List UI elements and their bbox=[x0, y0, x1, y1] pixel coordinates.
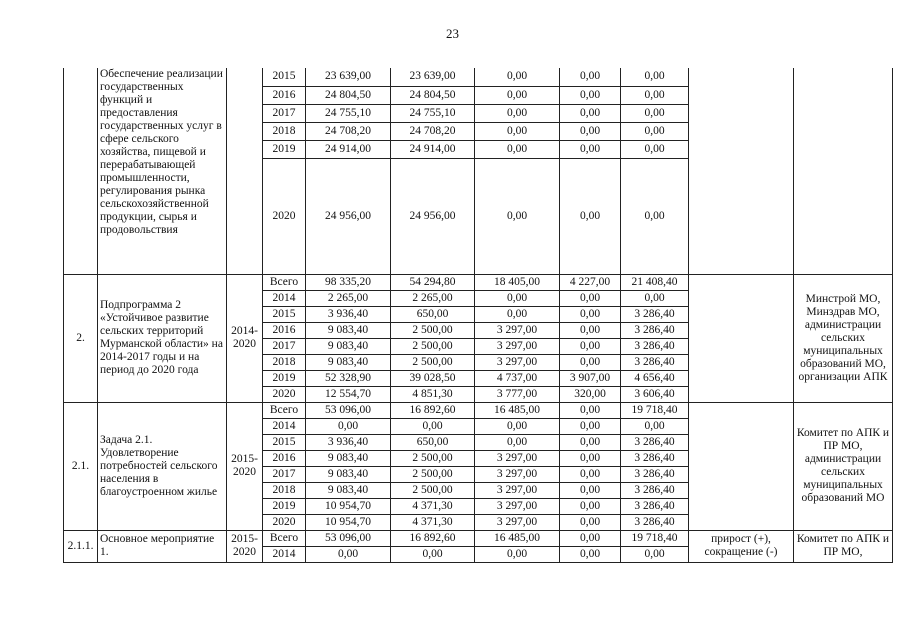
cell-c3: 0,00 bbox=[560, 498, 621, 514]
cell-c4: 3 286,40 bbox=[621, 306, 689, 322]
cell-c2: 0,00 bbox=[475, 140, 560, 158]
row-number bbox=[64, 68, 98, 274]
cell-c2: 0,00 bbox=[475, 306, 560, 322]
cell-c2: 3 297,00 bbox=[475, 450, 560, 466]
cell-c1: 23 639,00 bbox=[391, 68, 475, 86]
cell-c1: 0,00 bbox=[391, 418, 475, 434]
cell-c4: 19 718,40 bbox=[621, 402, 689, 418]
cell-c2: 3 297,00 bbox=[475, 514, 560, 530]
cell-c4: 3 286,40 bbox=[621, 498, 689, 514]
cell-c3: 0,00 bbox=[560, 104, 621, 122]
cell-year: Всего bbox=[263, 530, 306, 546]
cell-year: 2014 bbox=[263, 546, 306, 562]
cell-year: 2019 bbox=[263, 498, 306, 514]
row-description: Основное мероприятие 1. bbox=[98, 530, 227, 562]
cell-c1: 24 708,20 bbox=[391, 122, 475, 140]
cell-year: 2019 bbox=[263, 370, 306, 386]
cell-year: 2020 bbox=[263, 514, 306, 530]
cell-c1: 16 892,60 bbox=[391, 530, 475, 546]
cell-c4: 3 286,40 bbox=[621, 514, 689, 530]
table-row bbox=[64, 530, 893, 546]
cell-year: Всего bbox=[263, 274, 306, 290]
row-executor bbox=[794, 68, 893, 274]
row-executor: Комитет по АПК и ПР МО, администрации сельских муниципальных образований МО bbox=[794, 402, 893, 530]
cell-c4: 0,00 bbox=[621, 68, 689, 86]
cell-c4: 0,00 bbox=[621, 104, 689, 122]
cell-year: 2020 bbox=[263, 158, 306, 274]
cell-c1: 2 500,00 bbox=[391, 322, 475, 338]
cell-c2: 0,00 bbox=[475, 104, 560, 122]
cell-year: Всего bbox=[263, 402, 306, 418]
cell-c2: 0,00 bbox=[475, 122, 560, 140]
cell-total: 0,00 bbox=[306, 546, 391, 562]
cell-c3: 0,00 bbox=[560, 434, 621, 450]
cell-c4: 0,00 bbox=[621, 546, 689, 562]
cell-total: 24 708,20 bbox=[306, 122, 391, 140]
cell-c3: 0,00 bbox=[560, 338, 621, 354]
cell-c1: 650,00 bbox=[391, 306, 475, 322]
budget-table bbox=[63, 68, 893, 563]
cell-c2: 3 297,00 bbox=[475, 498, 560, 514]
cell-c4: 3 286,40 bbox=[621, 338, 689, 354]
cell-total: 9 083,40 bbox=[306, 338, 391, 354]
cell-c3: 0,00 bbox=[560, 86, 621, 104]
cell-total: 10 954,70 bbox=[306, 498, 391, 514]
cell-total: 23 639,00 bbox=[306, 68, 391, 86]
cell-year: 2018 bbox=[263, 122, 306, 140]
cell-total: 9 083,40 bbox=[306, 450, 391, 466]
cell-c2: 0,00 bbox=[475, 290, 560, 306]
cell-c1: 2 500,00 bbox=[391, 450, 475, 466]
cell-c3: 0,00 bbox=[560, 158, 621, 274]
cell-c1: 4 851,30 bbox=[391, 386, 475, 402]
cell-c1: 39 028,50 bbox=[391, 370, 475, 386]
row-number: 2.1. bbox=[64, 402, 98, 530]
cell-c4: 4 656,40 bbox=[621, 370, 689, 386]
cell-c1: 0,00 bbox=[391, 546, 475, 562]
cell-total: 98 335,20 bbox=[306, 274, 391, 290]
cell-c4: 3 606,40 bbox=[621, 386, 689, 402]
cell-year: 2019 bbox=[263, 140, 306, 158]
row-indicator: прирост (+), сокращение (-) bbox=[689, 530, 794, 562]
cell-c2: 16 485,00 bbox=[475, 530, 560, 546]
cell-c2: 0,00 bbox=[475, 158, 560, 274]
cell-c4: 0,00 bbox=[621, 418, 689, 434]
cell-c1: 24 914,00 bbox=[391, 140, 475, 158]
row-period: 2014- 2020 bbox=[227, 274, 263, 402]
cell-year: 2014 bbox=[263, 290, 306, 306]
cell-c4: 0,00 bbox=[621, 86, 689, 104]
cell-c1: 16 892,60 bbox=[391, 402, 475, 418]
table-row bbox=[64, 402, 893, 418]
cell-year: 2016 bbox=[263, 86, 306, 104]
cell-year: 2016 bbox=[263, 322, 306, 338]
cell-c1: 650,00 bbox=[391, 434, 475, 450]
cell-c2: 3 297,00 bbox=[475, 466, 560, 482]
cell-total: 24 755,10 bbox=[306, 104, 391, 122]
cell-year: 2020 bbox=[263, 386, 306, 402]
cell-c1: 4 371,30 bbox=[391, 514, 475, 530]
cell-c3: 0,00 bbox=[560, 450, 621, 466]
cell-c1: 2 500,00 bbox=[391, 466, 475, 482]
cell-year: 2015 bbox=[263, 434, 306, 450]
cell-c1: 54 294,80 bbox=[391, 274, 475, 290]
row-period bbox=[227, 68, 263, 274]
cell-c4: 0,00 bbox=[621, 122, 689, 140]
cell-total: 3 936,40 bbox=[306, 306, 391, 322]
cell-c3: 0,00 bbox=[560, 466, 621, 482]
cell-c3: 0,00 bbox=[560, 290, 621, 306]
row-description: Обеспечение реализации государственных функций и предоставления государственных услуг в сфере сельского хозяйства, пищевой и перерабатывающей промышленности, регулирования рынка сельскохозяйственной продукции, сырья и продовольствия bbox=[98, 68, 227, 274]
cell-c3: 0,00 bbox=[560, 530, 621, 546]
cell-c1: 2 500,00 bbox=[391, 482, 475, 498]
cell-c3: 0,00 bbox=[560, 514, 621, 530]
row-executor: Минстрой МО, Минздрав МО, администрации сельских муниципальных образований МО, организации АПК bbox=[794, 274, 893, 402]
cell-c3: 0,00 bbox=[560, 68, 621, 86]
cell-c2: 18 405,00 bbox=[475, 274, 560, 290]
cell-c2: 3 297,00 bbox=[475, 322, 560, 338]
page-number: 23 bbox=[446, 26, 459, 41]
cell-total: 9 083,40 bbox=[306, 482, 391, 498]
cell-total: 24 914,00 bbox=[306, 140, 391, 158]
row-period: 2015- 2020 bbox=[227, 402, 263, 530]
cell-c4: 3 286,40 bbox=[621, 450, 689, 466]
cell-c4: 0,00 bbox=[621, 158, 689, 274]
cell-total: 53 096,00 bbox=[306, 530, 391, 546]
cell-total: 12 554,70 bbox=[306, 386, 391, 402]
cell-c3: 0,00 bbox=[560, 306, 621, 322]
cell-c1: 24 755,10 bbox=[391, 104, 475, 122]
cell-year: 2015 bbox=[263, 68, 306, 86]
cell-c4: 0,00 bbox=[621, 140, 689, 158]
cell-c2: 3 297,00 bbox=[475, 338, 560, 354]
cell-c3: 3 907,00 bbox=[560, 370, 621, 386]
cell-c4: 19 718,40 bbox=[621, 530, 689, 546]
cell-total: 3 936,40 bbox=[306, 434, 391, 450]
cell-c3: 0,00 bbox=[560, 402, 621, 418]
cell-c2: 0,00 bbox=[475, 434, 560, 450]
row-indicator bbox=[689, 402, 794, 530]
cell-total: 9 083,40 bbox=[306, 322, 391, 338]
cell-total: 2 265,00 bbox=[306, 290, 391, 306]
cell-c2: 3 777,00 bbox=[475, 386, 560, 402]
cell-c2: 0,00 bbox=[475, 86, 560, 104]
cell-c4: 3 286,40 bbox=[621, 322, 689, 338]
cell-c3: 0,00 bbox=[560, 354, 621, 370]
cell-total: 10 954,70 bbox=[306, 514, 391, 530]
cell-year: 2014 bbox=[263, 418, 306, 434]
cell-c3: 0,00 bbox=[560, 482, 621, 498]
cell-total: 53 096,00 bbox=[306, 402, 391, 418]
cell-c4: 3 286,40 bbox=[621, 434, 689, 450]
cell-year: 2017 bbox=[263, 104, 306, 122]
table-row bbox=[64, 68, 893, 86]
cell-c1: 24 804,50 bbox=[391, 86, 475, 104]
cell-c2: 4 737,00 bbox=[475, 370, 560, 386]
cell-c3: 0,00 bbox=[560, 322, 621, 338]
row-number: 2. bbox=[64, 274, 98, 402]
row-period: 2015- 2020 bbox=[227, 530, 263, 562]
cell-c3: 4 227,00 bbox=[560, 274, 621, 290]
cell-year: 2018 bbox=[263, 482, 306, 498]
cell-total: 24 956,00 bbox=[306, 158, 391, 274]
cell-c1: 4 371,30 bbox=[391, 498, 475, 514]
cell-total: 52 328,90 bbox=[306, 370, 391, 386]
cell-year: 2017 bbox=[263, 466, 306, 482]
cell-c4: 3 286,40 bbox=[621, 466, 689, 482]
cell-c2: 3 297,00 bbox=[475, 482, 560, 498]
cell-c2: 16 485,00 bbox=[475, 402, 560, 418]
cell-c2: 3 297,00 bbox=[475, 354, 560, 370]
cell-c1: 24 956,00 bbox=[391, 158, 475, 274]
cell-c2: 0,00 bbox=[475, 68, 560, 86]
row-description: Подпрограмма 2 «Устойчивое развитие сельских территорий Мурманской области» на 2014-2017 годы и на период до 2020 года bbox=[98, 274, 227, 402]
cell-c4: 21 408,40 bbox=[621, 274, 689, 290]
cell-total: 24 804,50 bbox=[306, 86, 391, 104]
row-indicator bbox=[689, 274, 794, 402]
cell-c3: 0,00 bbox=[560, 140, 621, 158]
row-indicator bbox=[689, 68, 794, 274]
cell-total: 9 083,40 bbox=[306, 466, 391, 482]
cell-c4: 3 286,40 bbox=[621, 354, 689, 370]
cell-c1: 2 265,00 bbox=[391, 290, 475, 306]
cell-c4: 0,00 bbox=[621, 290, 689, 306]
cell-total: 0,00 bbox=[306, 418, 391, 434]
cell-c3: 0,00 bbox=[560, 546, 621, 562]
cell-c1: 2 500,00 bbox=[391, 338, 475, 354]
row-number: 2.1.1. bbox=[64, 530, 98, 562]
table-row bbox=[64, 274, 893, 290]
cell-c2: 0,00 bbox=[475, 418, 560, 434]
cell-year: 2017 bbox=[263, 338, 306, 354]
cell-total: 9 083,40 bbox=[306, 354, 391, 370]
cell-c4: 3 286,40 bbox=[621, 482, 689, 498]
cell-c2: 0,00 bbox=[475, 546, 560, 562]
cell-c3: 0,00 bbox=[560, 418, 621, 434]
cell-c3: 320,00 bbox=[560, 386, 621, 402]
cell-year: 2016 bbox=[263, 450, 306, 466]
cell-c1: 2 500,00 bbox=[391, 354, 475, 370]
cell-year: 2018 bbox=[263, 354, 306, 370]
row-description: Задача 2.1. Удовлетворение потребностей сельского населения в благоустроенном жилье bbox=[98, 402, 227, 530]
cell-c3: 0,00 bbox=[560, 122, 621, 140]
row-executor: Комитет по АПК и ПР МО, bbox=[794, 530, 893, 562]
cell-year: 2015 bbox=[263, 306, 306, 322]
